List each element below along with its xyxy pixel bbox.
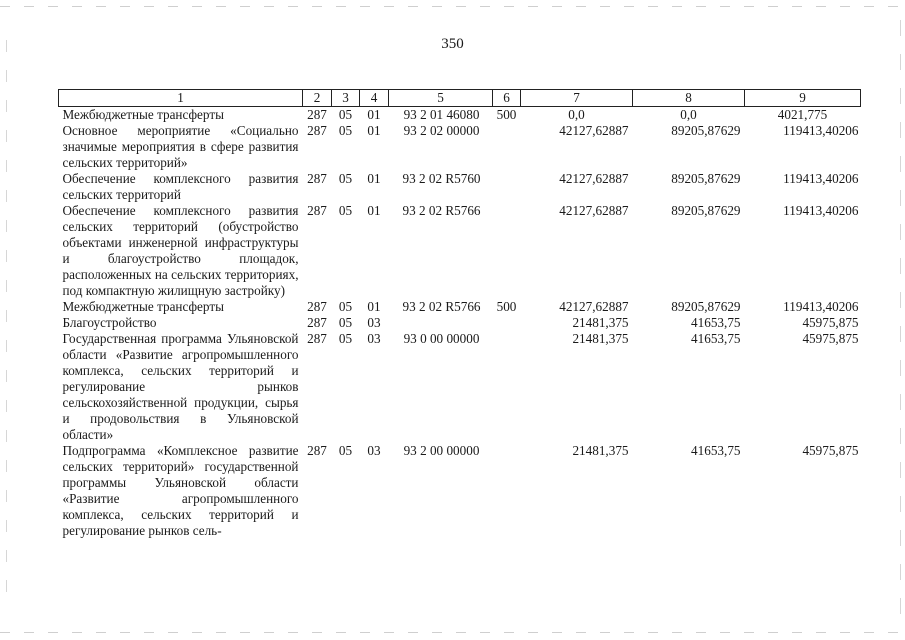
- row-value-8: 41653,75: [691, 331, 741, 346]
- row-col-4: 03: [367, 315, 381, 330]
- row-code: 93 0 00 00000: [403, 331, 480, 346]
- row-col-2: 287: [307, 171, 327, 186]
- header-col-1: 1: [59, 90, 303, 107]
- row-col-2: 287: [307, 443, 327, 458]
- row-col-6: 500: [496, 299, 517, 314]
- row-name: Благоустройство: [62, 315, 157, 330]
- header-col-8: 8: [633, 90, 745, 107]
- row-value-9: 45975,875: [802, 315, 859, 330]
- scan-edge-left: [6, 40, 7, 600]
- row-name: Обеспечение комплексного развития сельских территорий: [62, 171, 299, 202]
- row-value-8: 89205,87629: [671, 203, 741, 218]
- table-row: [59, 107, 861, 124]
- row-code: [389, 315, 493, 331]
- row-col-3: 05: [338, 107, 353, 122]
- row-col-6: [493, 203, 521, 299]
- table-row: [59, 123, 861, 171]
- row-value-7: 21481,375: [572, 331, 629, 346]
- row-col-3: 05: [338, 299, 353, 314]
- row-col-4: 01: [367, 299, 381, 314]
- row-value-7: 21481,375: [572, 315, 629, 330]
- row-value-8: 41653,75: [691, 443, 741, 458]
- row-value-8: 89205,87629: [671, 299, 741, 314]
- row-col-4: 01: [367, 171, 381, 186]
- row-value-9: 119413,40206: [783, 123, 859, 138]
- row-value-7: 42127,62887: [559, 203, 629, 218]
- row-name: Межбюджетные трансферты: [62, 107, 224, 122]
- row-col-6: 500: [496, 107, 517, 122]
- row-col-4: 03: [367, 443, 381, 458]
- table-row: [59, 171, 861, 203]
- header-col-6: 6: [493, 90, 521, 107]
- row-value-9: 119413,40206: [783, 299, 859, 314]
- scan-artifact-top: [0, 6, 905, 7]
- header-col-5: 5: [389, 90, 493, 107]
- row-value-8: 89205,87629: [671, 171, 741, 186]
- row-value-8: 41653,75: [691, 315, 741, 330]
- row-name: Обеспечение комплексного развития сельских территорий (обустройство объектами инженерной инфраструктуры и благоустройство площадок, расположенных на сельских территориях, под компактную жилищную застройку): [62, 203, 299, 298]
- row-col-6: [493, 443, 521, 539]
- row-col-4: 01: [367, 123, 381, 138]
- row-col-2: 287: [307, 315, 327, 330]
- table-row: [59, 203, 861, 299]
- row-col-2: 287: [307, 107, 327, 122]
- header-col-3: 3: [332, 90, 360, 107]
- row-code: 93 2 02 R5766: [402, 299, 481, 314]
- row-code: 93 2 02 R5760: [402, 171, 481, 186]
- table-row: [59, 331, 861, 443]
- row-code: 93 2 00 00000: [403, 443, 480, 458]
- row-value-8: 89205,87629: [671, 123, 741, 138]
- row-col-4: 01: [367, 107, 381, 122]
- row-name: Государственная программа Ульяновской области «Развитие агропромышленного комплекса, сельских территорий и регулирование рынков сельскохозяйственной продукции, сырья и продовольствия в Ульяновской области»: [62, 331, 299, 442]
- row-col-4: 03: [367, 331, 381, 346]
- row-value-9: 45975,875: [802, 331, 859, 346]
- row-col-6: [493, 315, 521, 331]
- header-col-7: 7: [521, 90, 633, 107]
- table-header-row: [59, 90, 861, 107]
- row-name: Основное мероприятие «Социально значимые мероприятия в сфере развития сельских территорий»: [62, 123, 299, 170]
- row-col-6: [493, 123, 521, 171]
- row-col-3: 05: [338, 203, 353, 218]
- row-value-7: 21481,375: [572, 443, 629, 458]
- row-value-9: 4021,775: [777, 107, 828, 122]
- row-col-6: [493, 171, 521, 203]
- row-value-7: 42127,62887: [559, 171, 629, 186]
- row-name: Межбюджетные трансферты: [62, 299, 224, 314]
- row-value-9: 119413,40206: [783, 171, 859, 186]
- row-value-9: 45975,875: [802, 443, 859, 458]
- page-number: 350: [441, 36, 464, 52]
- scan-artifact-bottom: [0, 632, 905, 633]
- header-col-4: 4: [360, 90, 389, 107]
- row-col-4: 01: [367, 203, 381, 218]
- row-code: 93 2 02 R5766: [402, 203, 481, 218]
- row-col-2: 287: [307, 203, 327, 218]
- row-col-3: 05: [338, 331, 353, 346]
- row-code: 93 2 02 00000: [403, 123, 480, 138]
- row-col-6: [493, 331, 521, 443]
- row-value-7: 42127,62887: [559, 299, 629, 314]
- table-row: [59, 299, 861, 315]
- header-col-2: 2: [303, 90, 332, 107]
- row-value-8: 0,0: [680, 107, 697, 122]
- row-col-3: 05: [338, 443, 353, 458]
- row-col-3: 05: [338, 315, 353, 330]
- table-row: [59, 315, 861, 331]
- row-col-2: 287: [307, 331, 327, 346]
- row-name: Подпрограмма «Комплексное развитие сельских территорий» государственной программы Ульяновской области «Развитие агропромышленного комплекса, сельских территорий и регулирование рынков сель-: [62, 443, 299, 538]
- budget-table: [58, 89, 861, 539]
- row-code: 93 2 01 46080: [403, 107, 480, 122]
- row-value-7: 0,0: [568, 107, 585, 122]
- scan-edge-right: [900, 20, 901, 620]
- row-col-2: 287: [307, 123, 327, 138]
- row-col-3: 05: [338, 123, 353, 138]
- header-col-9: 9: [745, 90, 861, 107]
- row-value-9: 119413,40206: [783, 203, 859, 218]
- table-row: [59, 443, 861, 539]
- row-col-3: 05: [338, 171, 353, 186]
- row-col-2: 287: [307, 299, 327, 314]
- row-value-7: 42127,62887: [559, 123, 629, 138]
